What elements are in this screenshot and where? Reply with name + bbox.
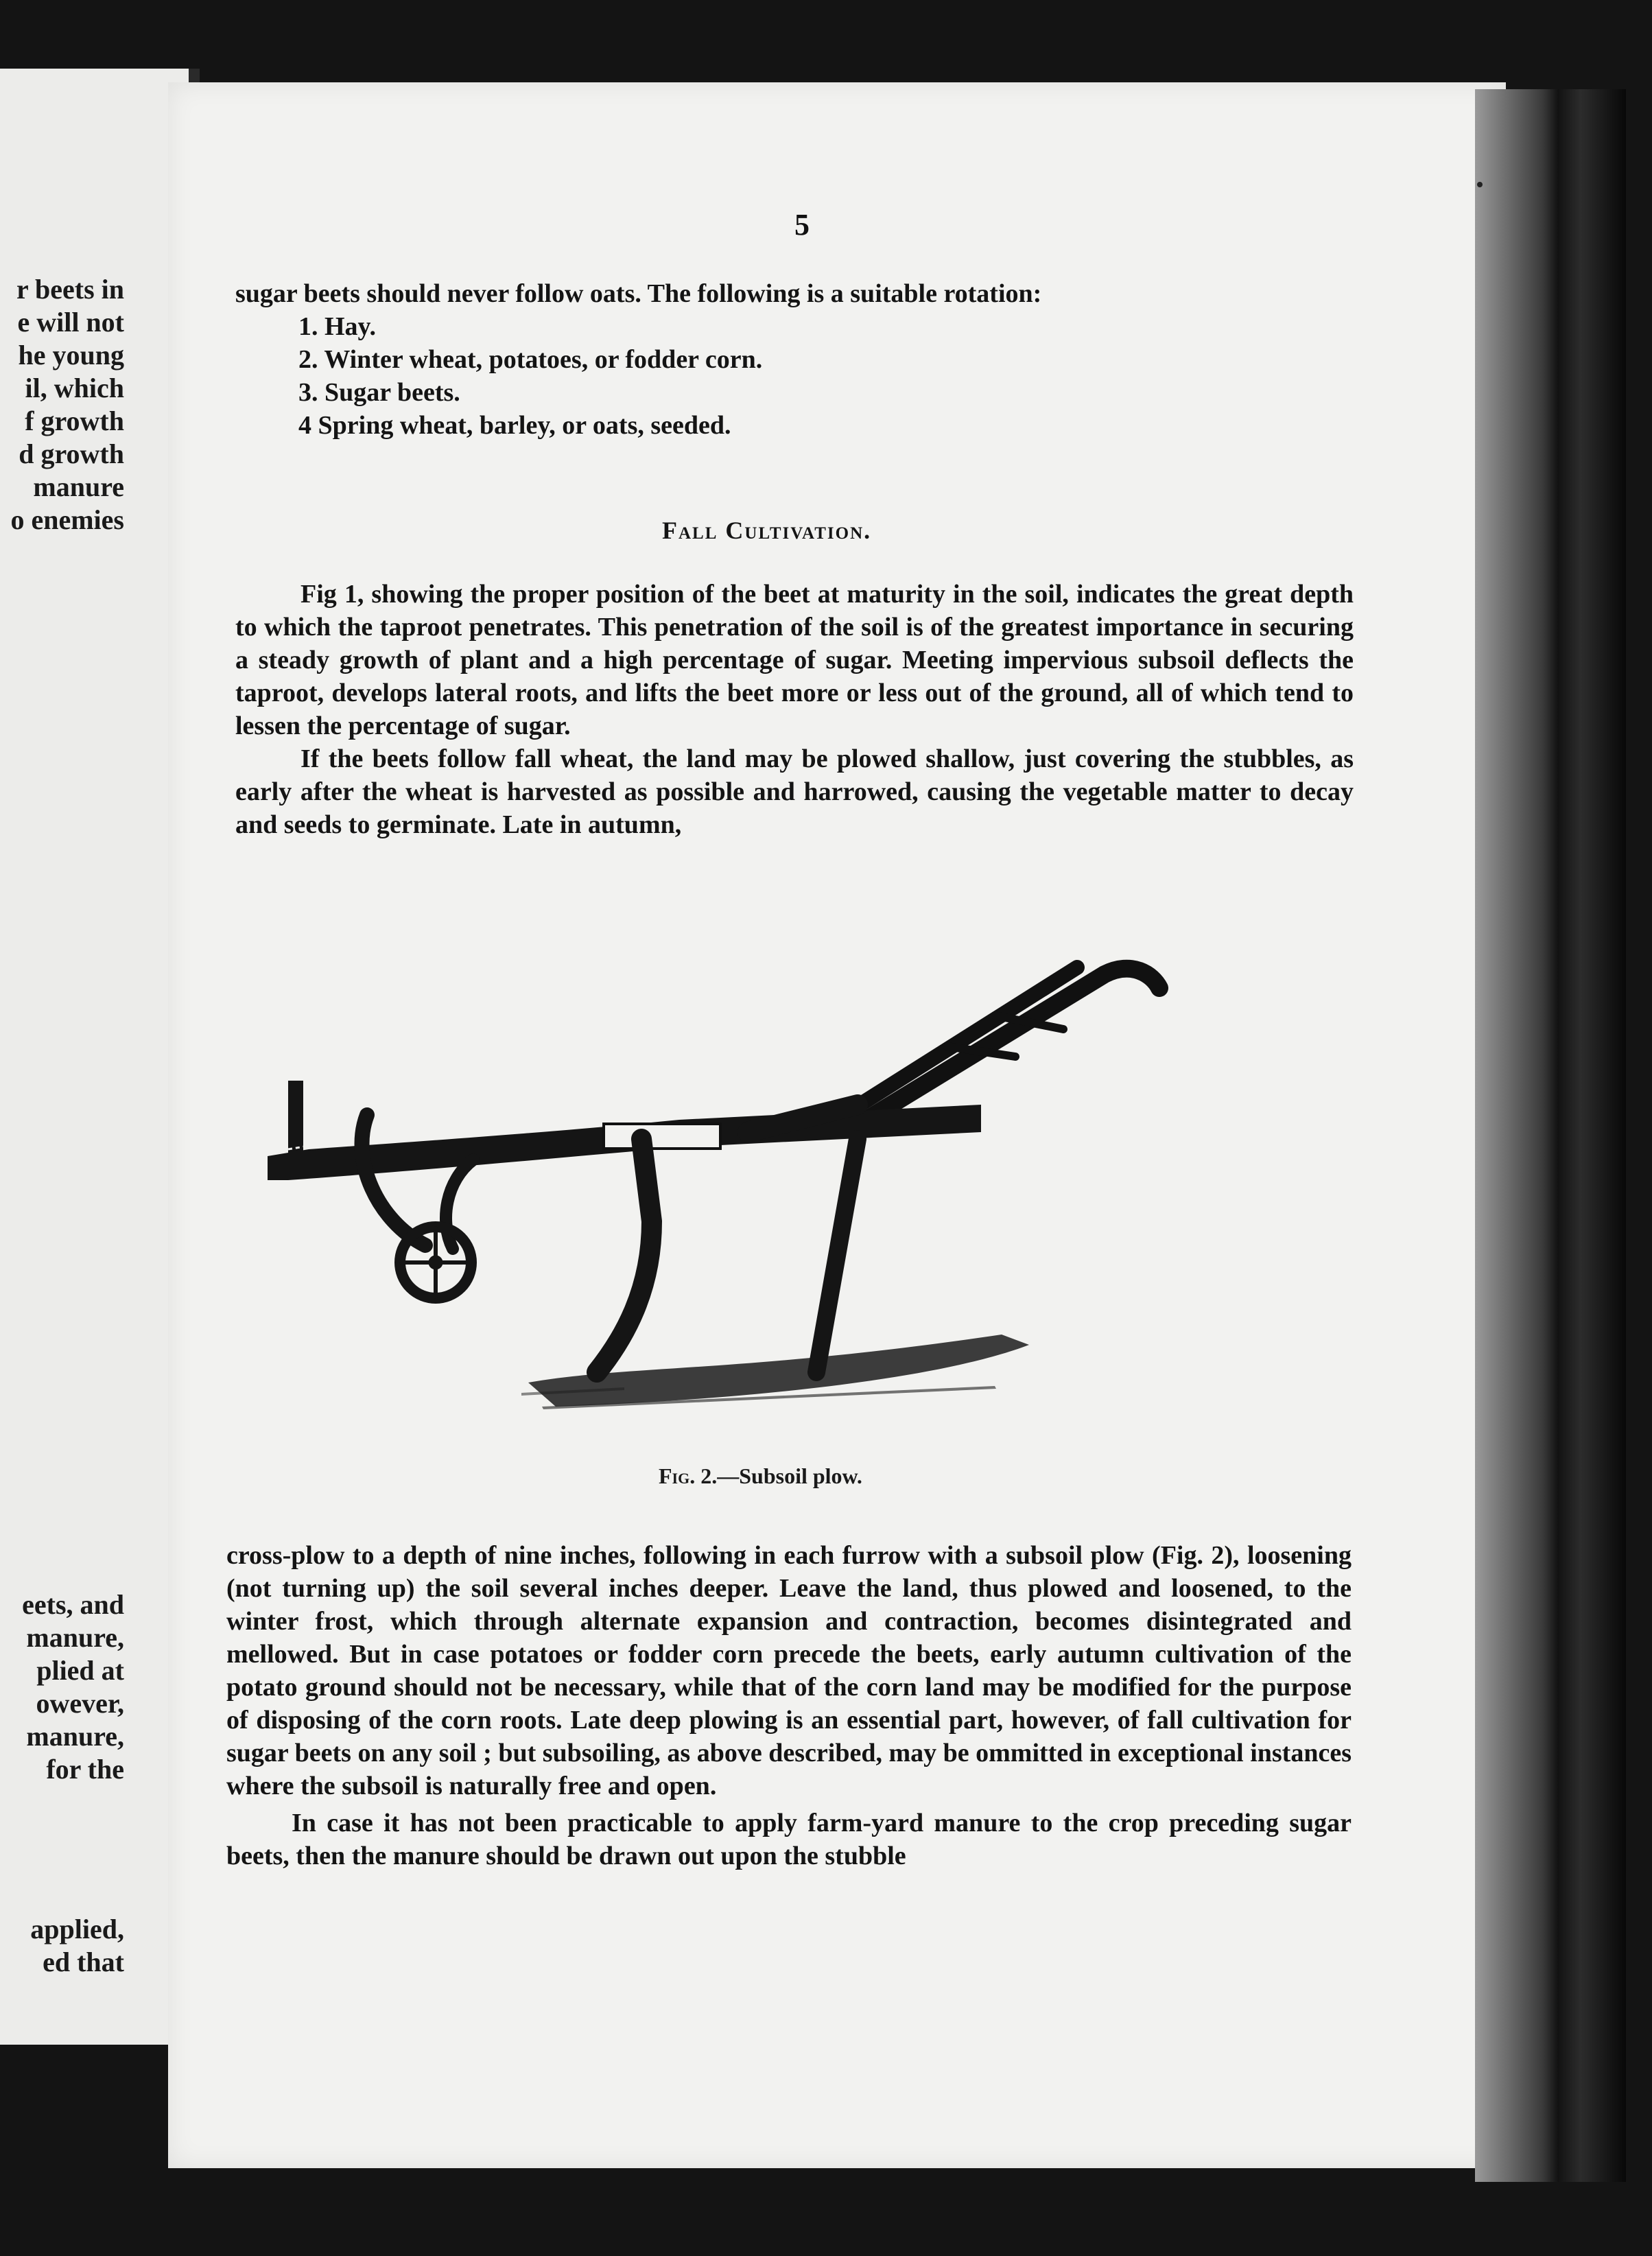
intro-block: [235, 277, 1354, 442]
rotation-item: 2. Winter wheat, potatoes, or fodder corn.: [298, 345, 763, 374]
book-page-edges: [1475, 89, 1626, 2182]
rotation-item: 3. Sugar beets.: [298, 378, 460, 407]
left-page-line: plied at: [36, 1655, 124, 1686]
left-page-line: d growth: [19, 438, 124, 469]
left-page-line: eets, and: [22, 1589, 124, 1620]
page-number: 5: [794, 208, 810, 242]
paragraph-fall-wheat: If the beets follow fall wheat, the land may be plowed shallow, just covering the stubbles, as early after the wheat is harvested as possible and harrowed, causing the vegetable matter to decay and seeds to germinate. Late in autumn,: [235, 744, 1354, 839]
left-page-line: owever,: [36, 1688, 124, 1719]
intro-sentence: sugar beets should never follow oats. The following is a suitable rotation:: [235, 279, 1042, 308]
paragraph-cross-plow: cross-plow to a depth of nine inches, following in each furrow with a subsoil plow (Fig. 2), loosening (not turning up) the soil several inches deeper. Leave the land, thus plowed and loosened, to the winter frost, which through alternate expansion and contraction, becomes disintegrated and mellowed. But in case potatoes or fodder corn precede the beets, early autumn cultivation of the potato ground should not be necessary, while that of the corn land may be modified for the purpose of disposing of the corn roots. Late deep plowing is an essential part, however, of fall cultivation for sugar beets on any soil ; but subsoiling, as above described, may be ommitted in exceptional instances where the subsoil is naturally free and open.: [226, 1541, 1352, 1800]
left-page-line: f growth: [25, 406, 124, 436]
left-page-line: r beets in: [16, 274, 124, 305]
left-page-line: ed that: [43, 1947, 124, 1977]
left-page-line: e will not: [17, 307, 124, 338]
left-page-line: for the: [46, 1754, 124, 1785]
continuation-body: [226, 1539, 1352, 1872]
page-mark: [1477, 182, 1483, 187]
left-page-line: he young: [18, 340, 124, 371]
figure-label: Fig. 2.: [659, 1464, 718, 1488]
left-page-line: manure,: [26, 1622, 124, 1653]
rotation-item: 1. Hay.: [298, 312, 376, 341]
plow-handles: [816, 967, 1159, 1132]
paragraph-manure: In case it has not been practicable to apply farm-yard manure to the crop preceding sugar beets, then the manure should be drawn out upon the stubble: [226, 1809, 1352, 1870]
section-heading: Fall Cultivation.: [662, 517, 872, 544]
section-body: [235, 578, 1354, 841]
rotation-list: [235, 310, 1354, 442]
left-page-line: applied,: [30, 1914, 124, 1944]
figure-caption: [659, 1464, 862, 1489]
figure-caption-text: —Subsoil plow.: [717, 1464, 862, 1488]
left-page-line: o enemies: [10, 504, 124, 535]
left-page-line: manure,: [26, 1721, 124, 1752]
left-page-line: il, which: [25, 373, 124, 403]
rotation-item: 4 Spring wheat, barley, or oats, seeded.: [298, 411, 731, 440]
paragraph-fig1: Fig 1, showing the proper position of the beet at maturity in the soil, indicates the great depth to which the taproot penetrates. This penetration of the soil is of the greatest importance in securing a steady growth of plant and a high percentage of sugar. Meeting impervious subsoil deflects the taproot, develops lateral roots, and lifts the beet more or less out of the ground, all of which tend to lessen the percentage of sugar.: [235, 580, 1354, 740]
subsoil-plow-illustration: [268, 933, 1324, 1455]
left-page-line: manure: [33, 471, 124, 502]
